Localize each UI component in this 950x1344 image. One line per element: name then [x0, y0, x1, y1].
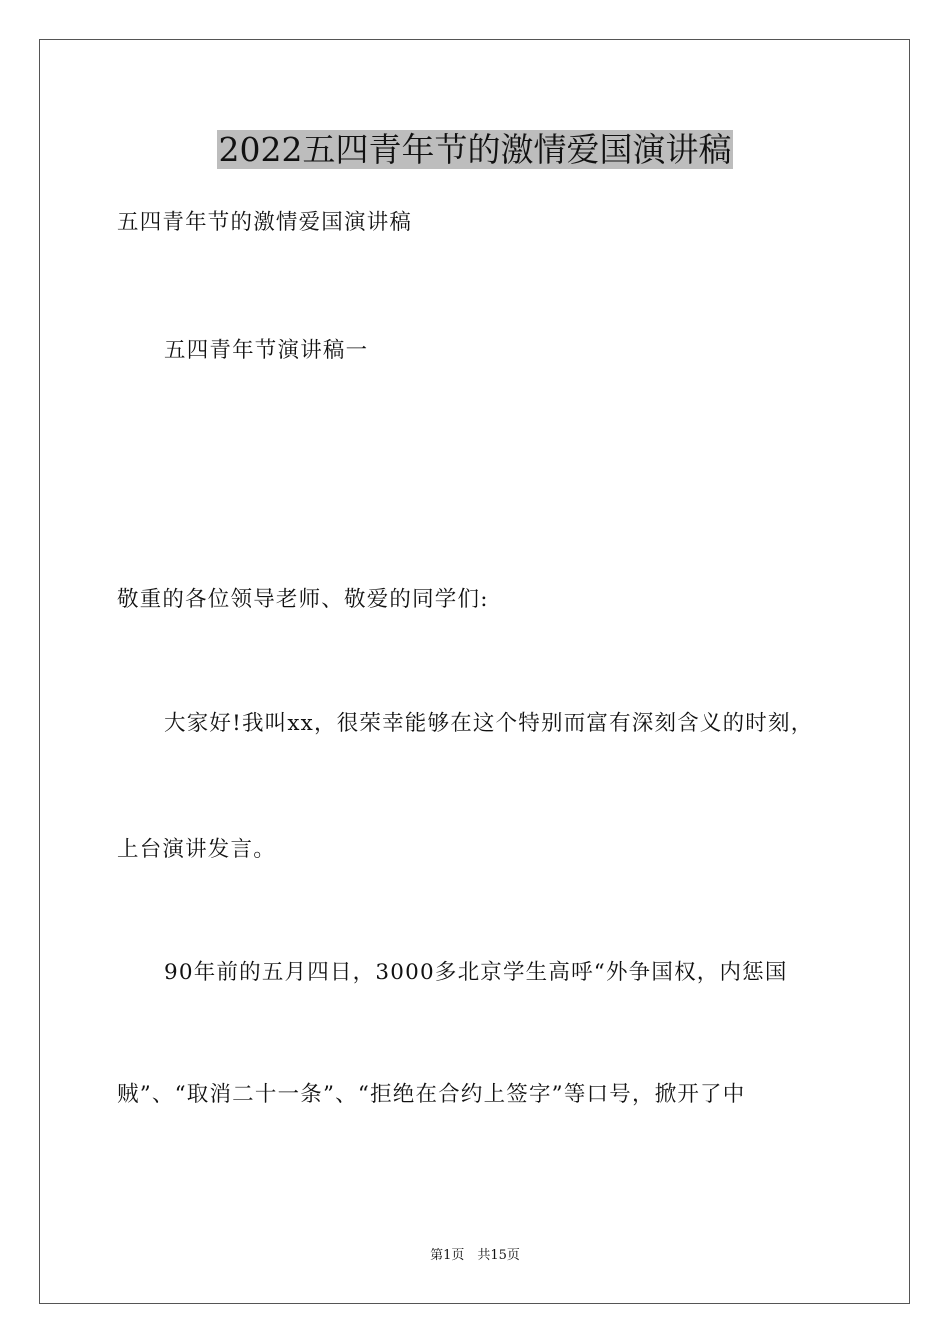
document-title [0, 128, 950, 172]
subtitle-paragraph: 五四青年节的激情爱国演讲稿 [117, 210, 413, 235]
section-heading: 五四青年节演讲稿一 [164, 338, 369, 363]
body-paragraph: 上台演讲发言。 [117, 837, 276, 862]
document-title-text: 2022五四青年节的激情爱国演讲稿 [218, 130, 732, 169]
body-paragraph: 贼”、“取消二十一条”、“拒绝在合约上签字”等口号，掀开了中 [117, 1082, 746, 1107]
page-number: 第1页 共15页 [430, 1248, 520, 1263]
body-paragraph: 90年前的五月四日，3000多北京学生高呼“外争国权，内惩国 [164, 960, 788, 985]
salutation-paragraph: 敬重的各位领导老师、敬爱的同学们: [117, 587, 489, 612]
body-paragraph: 大家好!我叫xx，很荣幸能够在这个特别而富有深刻含义的时刻， [164, 711, 814, 736]
